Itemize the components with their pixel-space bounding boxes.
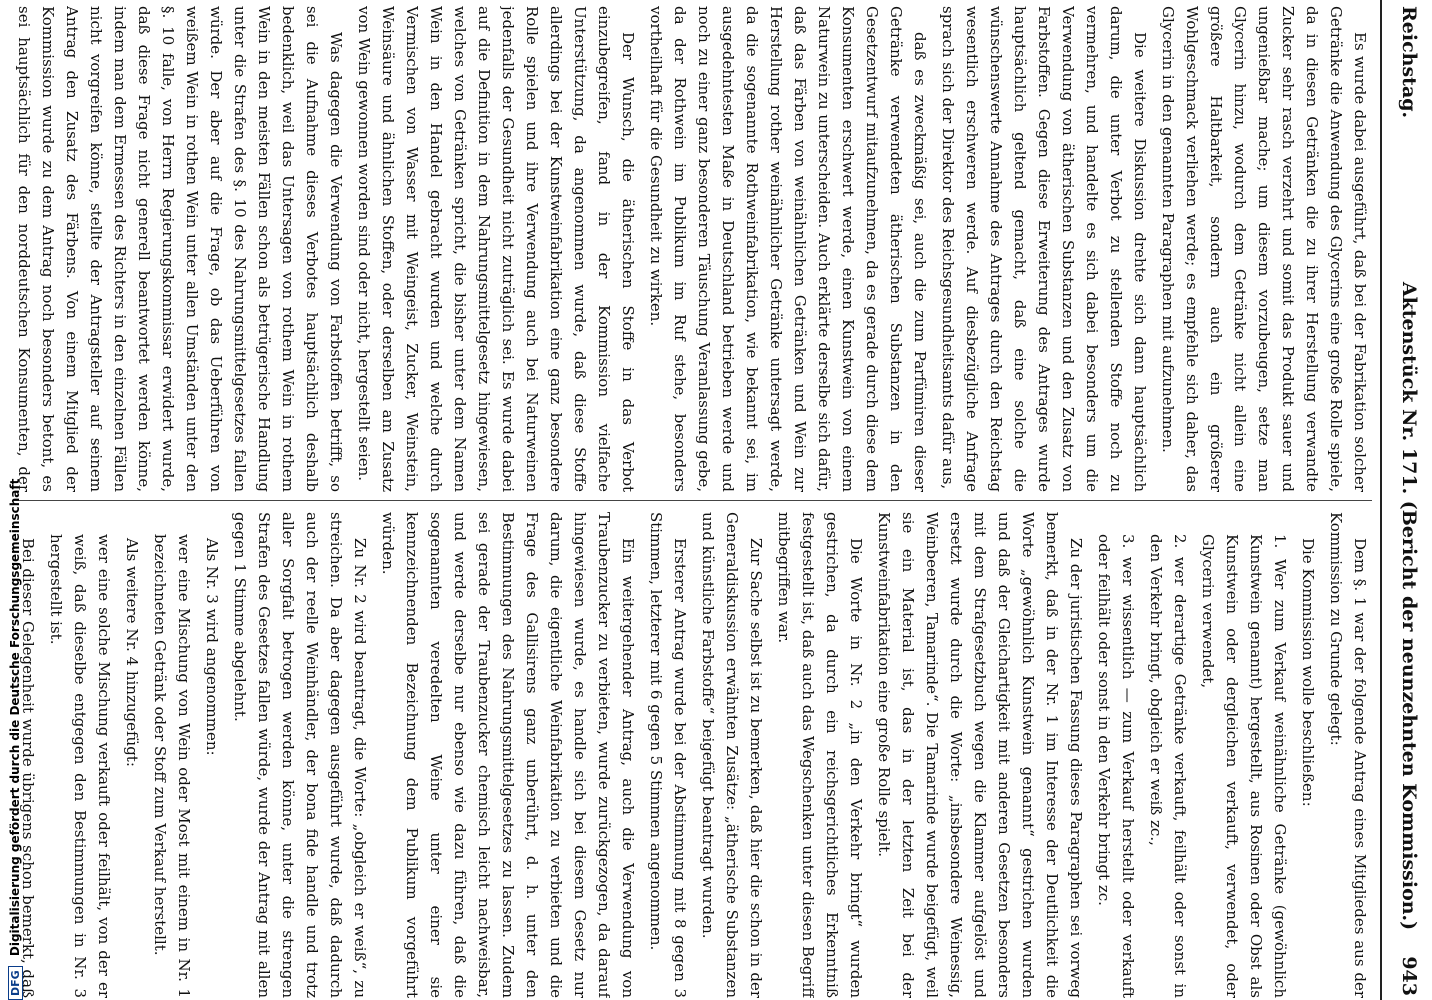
column-divider: [12, 500, 1372, 501]
paragraph: Der Wunsch, die ätherischen Stoffe in das Verbot einzubegreifen, fand in der Kommission vielfache Unterstützung, da angenommen wurde, daß diese Stoffe allerdings bei der Kunstweinfabrikation eine ganz besondere Rolle spielen und ihre Verwendung auch bei Naturweinen jedenfalls der Gesundheit nicht zuträglich sei. Es wurde dabei auf die Definition in dem Nahrungsmittelgesetz hingewiesen, welches von Getränken spricht, die bisher unter dem Namen Wein in den Handel gebracht wurden und welche durch Vermischen von Wasser mit Weingeist, Zucker, Weinstein, Weinsäure und ähnlichen Stoffen, oder derselben am Zusatz von Wein gewonnen worden sind oder nicht, hergestellt seien.: [355, 6, 637, 492]
paragraph: Es wurde dabei ausgeführt, daß bei der Fabrikation solcher Getränke die Anwendung des Glycerins eine große Rolle spiele, da in diesen Getränken die zu ihrer Herstellung verwandte Zucker sehr rasch verzehrt und somit das Produkt sauer und ungenießbar mache; um diesem vorzubeugen, setze man Glycerin hinzu, wodurch dem Getränke nicht allein eine größere Haltbarkeit, sondern auch ein größerer Wohlgeschmack verliehen werde; es empfehle sich daher, das Glycerin in den genannten Paragraphen mit aufzunehmen.: [1159, 6, 1369, 492]
text-column-left: [12, 6, 1372, 492]
paragraph: daß es zweckmäßig sei, auch die zum Parfümiren dieser Getränke verwendeten ätherischen Substanzen in den Gesetzentwurf mitaufzunehmen, da es gerade durch diese dem Konsumenten erschwert werde, einen Kunstwein von einem Naturwein zu unterscheiden. Auch erklärte derselbe sich dafür, daß das Färben von weinähnlichen Getränken und Wein zur Herstellung rother weinähnlicher Getränke untersagt werde, da die sogenannte Rothweinfabrikation, wie bekannt sei, im ausgedehntesten Maße in Deutschland betrieben werde und noch zu einer ganz besonderen Täuschung Veranlassung gebe, da der Rothwein im Publikum im Ruf stehe, besonders vortheilhaft für die Gesundheit zu wirken.: [647, 6, 929, 492]
text-column-right: [12, 512, 1372, 998]
paragraph: Zur Sache selbst ist zu bemerken, daß hier die schon in der Generaldiskussion erwähnten Zusätze: „ätherische Substanzen und künstliche Farbstoffe“ beigefügt beantragt wurden.: [699, 512, 765, 998]
list-item: wer eine solche Mischung verkauft oder feilhält, von der er weiß, daß dieselbe entgegen den Bestimmungen in Nr. 3 hergestellt ist.: [47, 534, 113, 998]
paragraph: Als weitere Nr. 4 hinzugefügt:: [123, 538, 141, 767]
sponsor-text: Digitalisierung gefördert durch die Deutsche Forschungsgemeinschaft: [8, 478, 22, 957]
paragraph: Zu Nr. 2 wird beantragt, die Worte: „obgleich er weiß“, zu streichen. Da aber dagegen ausgeführt wurde, daß dadurch auch der reelle Weinhändler, der bona fide handle und trotz aller Sorgfalt betrogen werden könne, unter die strengen Strafen des Gesetzes fallen würde, wurde der Antrag mit allen gegen 1 Stimme abgelehnt.: [231, 512, 369, 998]
page-number: 943: [1398, 956, 1420, 996]
header-rule: [1380, 0, 1382, 1000]
paragraph: Die Worte in Nr. 2 „in den Verkehr bringt“ wurden gestrichen, da durch ein reichsgerichtliches Erkenntniß festgestellt ist, daß auch das Wegschenken unter diesen Begriff mitbegriffen war.: [775, 512, 865, 998]
paragraph: Bei dieser Gelegenheit wurde übrigens schon bemerkt, daß: [19, 538, 37, 998]
running-header: [1386, 6, 1426, 996]
paragraph: Ein weitergehender Antrag, auch die Verwendung von Traubenzucker zu verbieten, wurde zurückgezogen, da darauf hingewiesen wurde, es handle sich bei diesem Gesetz nur darum, die eigentliche Weinfabrikation zu verbieten und die Frage des Gallisirens ganz unberührt, d. h. unter den Bestimmungen des Nahrungsmittelgesetzes zu lassen. Zudem sei gerade der Traubenzucker chemisch leicht nachweisbar, und werde derselbe nur ebenso wie dazu führen, daß die sogenannten veredelten Weine unter einer sie kennzeichnenden Bezeichnung dem Publikum vorgeführt würden.: [379, 512, 637, 998]
header-left: Reichstag.: [1398, 6, 1420, 119]
paragraph: Dem §. 1 war der folgende Antrag eines Mitgliedes aus der Kommission zu Grunde gelegt:: [1327, 512, 1369, 998]
header-title: Aktenstück Nr. 171. (Bericht der neunzehnten Kommission.): [1398, 281, 1420, 931]
paragraph: Die weitere Diskussion drehte sich dann hauptsächlich darum, die unter Verbot zu stellenden Stoffe noch zu vermehren, und handelte es sich dabei besonders um die Verwendung von ätherischen Substanzen und den Zusatz von Farbstoffen. Gegen diese Erweiterung des Antrages wurde hauptsächlich geltend gemacht, daß eine solche die wünschenswerte Annahme des Antrages durch den Reichstag wesentlich erschweren werde. Auf diesbezügliche Anfrage sprach sich der Direktor des Reichsgesundheitsamts dafür aus,: [939, 6, 1149, 492]
paragraph: Als Nr. 3 wird angenommen:: [203, 538, 221, 756]
paragraph: Die Kommission wolle beschließen:: [1299, 538, 1317, 807]
paragraph: Was dagegen die Verwendung von Farbstoffen betrifft, so sei die Aufnahme dieses Verbotes hauptsächlich deshalb bedenklich, weil das Untersagen von rothem Wein in rothem Wein in den meisten Fällen schon als betrügerische Handlung unter die Strafen des §. 10 des Nahrungsmittelgesetzes fallen würde. Der aber auf die Frage, ob das Ueberführen von weißem Wein in rothen Wein unter allen Umständen unter den §. 10 falle, von Herrn Regierungskommissar erwidert wurde, daß diese Frage nicht generell beantwortet werden könne, indem man dem Ermessen des Richters in den einzelnen Fällen nicht vorgreifen könne, stellte der Antragsteller auf seinem Antrag den Zusatz des Färbens. Von einem Mitglied der Kommission wurde zu dem Antrag noch besonders betont, es sei hauptsächlich für den norddeutschen Konsumenten, der: [15, 6, 345, 492]
list-item: 1. Wer zum Verkauf weinähnliche Getränke (gewöhnlich Kunstwein genannt) hergestellt, aus Rosinen oder Obst als Kunstwein oder dergleichen verkauft, verwendet, oder Glycerin verwendet,: [1199, 534, 1289, 998]
list-item: 2. wer derartige Getränke verkauft, feilhält oder sonst in den Verkehr bringt, obgleich er weiß zc.,: [1147, 534, 1189, 998]
paragraph: Zu der juristischen Fassung dieses Paragraphen sei vorweg bemerkt, daß in der Nr. 1 im Interesse der Deutlichkeit die Worte „gewöhnlich Kunstwein genannt“ gestrichen wurden und daß der Gleichartigkeit mit anderen Gesetzen besonders mit dem Strafgesetzbuch wegen die Klammer aufgelöst und ersetzt wurde durch die Worte: „insbesondere Weinessig, Weinbeeren, Tamarinde“. Die Tamarinde wurde beigefügt, weil sie ein Material ist, das in der letzten Zeit bei der Kunstweinfabrikation eine große Rolle spielt.: [875, 512, 1085, 998]
list-item: 3. wer wissentlich — zum Verkauf herstellt oder verkauft oder feilhält oder sonst in den Verkehr bringt zc.: [1095, 534, 1137, 998]
paragraph: Ersterer Antrag wurde bei der Abstimmung mit 8 gegen 3 Stimmen, letzterer mit 6 gegen 5 Stimmen angenommen.: [647, 512, 689, 998]
dfg-logo: DFG: [8, 966, 23, 1000]
list-item: wer eine Mischung von Wein oder Most mit einem in Nr. 1 bezeichneten Getränk oder Stoff zum Verkauf herstellt.: [151, 534, 193, 998]
